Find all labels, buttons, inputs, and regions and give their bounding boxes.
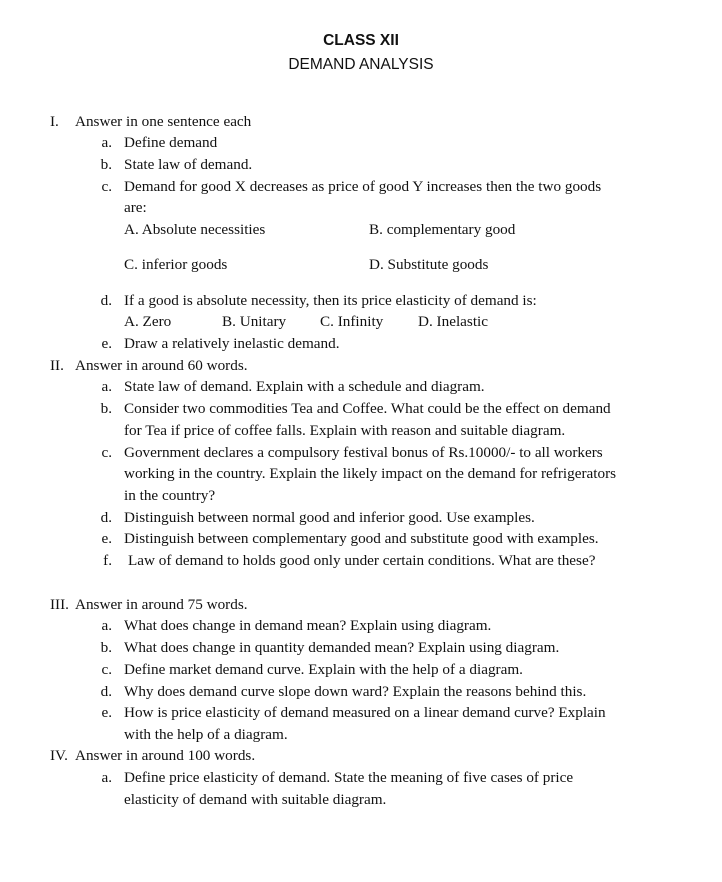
item-letter: e. xyxy=(101,335,112,352)
subject-title: DEMAND ANALYSIS xyxy=(288,56,434,73)
section-title: Answer in around 60 words. xyxy=(75,357,248,374)
item-letter: a. xyxy=(101,769,112,786)
item-text: are: xyxy=(124,199,147,216)
item-text: Government declares a compulsory festival bonus of Rs.10000/- to all workers xyxy=(124,444,603,461)
item-letter: a. xyxy=(101,617,112,634)
item-letter: a. xyxy=(101,378,112,395)
item-text: Define market demand curve. Explain with the help of a diagram. xyxy=(124,661,523,678)
answer-option: C. inferior goods xyxy=(124,256,228,273)
item-text: State law of demand. xyxy=(124,156,253,173)
answer-option: B. Unitary xyxy=(222,313,287,330)
answer-option: D. Inelastic xyxy=(418,313,489,330)
item-letter: e. xyxy=(101,530,112,547)
item-letter: c. xyxy=(101,661,112,678)
section-title: Answer in one sentence each xyxy=(75,113,252,130)
item-text: elasticity of demand with suitable diagram. xyxy=(124,791,387,808)
section-number: II. xyxy=(50,357,64,374)
item-text: working in the country. Explain the likely impact on the demand for refrigerators xyxy=(124,465,617,482)
item-text: in the country? xyxy=(124,487,216,504)
item-letter: d. xyxy=(100,509,112,526)
item-text: Consider two commodities Tea and Coffee. What could be the effect on demand xyxy=(124,400,611,417)
item-letter: e. xyxy=(101,704,112,721)
answer-option: A. Absolute necessities xyxy=(124,221,266,238)
section-number: I. xyxy=(50,113,59,130)
answer-option: D. Substitute goods xyxy=(369,256,489,273)
item-text: Demand for good X decreases as price of good Y increases then the two goods xyxy=(124,178,602,195)
item-text: Why does demand curve slope down ward? Explain the reasons behind this. xyxy=(124,683,587,700)
item-letter: d. xyxy=(100,292,112,309)
answer-option: A. Zero xyxy=(124,313,172,330)
section-number: IV. xyxy=(50,747,68,764)
section-number: III. xyxy=(50,596,69,613)
item-text: What does change in quantity demanded mean? Explain using diagram. xyxy=(124,639,560,656)
item-text: State law of demand. Explain with a schedule and diagram. xyxy=(124,378,485,395)
item-text: How is price elasticity of demand measured on a linear demand curve? Explain xyxy=(124,704,606,721)
item-text: with the help of a diagram. xyxy=(124,726,288,743)
item-letter: c. xyxy=(101,178,112,195)
item-text: for Tea if price of coffee falls. Explain with reason and suitable diagram. xyxy=(124,422,566,439)
answer-option: B. complementary good xyxy=(369,221,516,238)
item-letter: d. xyxy=(100,683,112,700)
item-letter: b. xyxy=(100,400,112,417)
item-text: Distinguish between complementary good and substitute good with examples. xyxy=(124,530,599,547)
class-title: CLASS XII xyxy=(323,32,399,49)
item-letter: c. xyxy=(101,444,112,461)
section-title: Answer in around 75 words. xyxy=(75,596,248,613)
item-letter: f. xyxy=(103,552,112,569)
item-text: Draw a relatively inelastic demand. xyxy=(124,335,340,352)
item-text: Distinguish between normal good and inferior good. Use examples. xyxy=(124,509,535,526)
item-text: What does change in demand mean? Explain using diagram. xyxy=(124,617,492,634)
answer-option: C. Infinity xyxy=(320,313,384,330)
item-text: Define price elasticity of demand. State the meaning of five cases of price xyxy=(124,769,574,786)
item-letter: b. xyxy=(100,639,112,656)
item-letter: b. xyxy=(100,156,112,173)
section-title: Answer in around 100 words. xyxy=(75,747,256,764)
item-text: Law of demand to holds good only under certain conditions. What are these? xyxy=(128,552,596,569)
item-text: Define demand xyxy=(124,134,218,151)
item-text: If a good is absolute necessity, then its price elasticity of demand is: xyxy=(124,292,537,309)
item-letter: a. xyxy=(101,134,112,151)
